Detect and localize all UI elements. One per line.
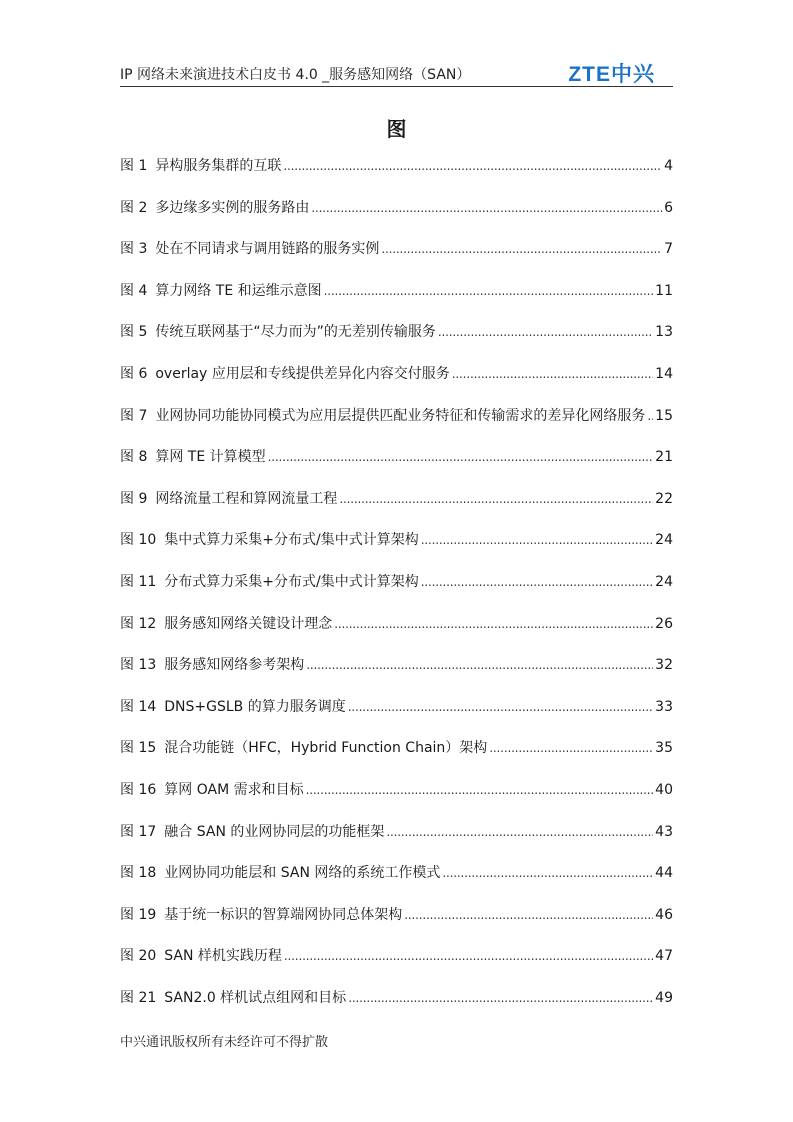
figure-title: 算网 TE 计算模型 bbox=[155, 449, 266, 466]
figure-title: 传统互联网基于“尽力而为”的无差别传输服务 bbox=[155, 324, 436, 341]
dot-leader bbox=[306, 658, 653, 672]
page-number: 46 bbox=[655, 906, 673, 923]
figure-title: 算力网络 TE 和运维示意图 bbox=[155, 282, 322, 299]
toc-entry[interactable] bbox=[120, 862, 673, 904]
dot-leader bbox=[404, 908, 653, 922]
header-title: IP 网络未来演进技术白皮书 4.0 _服务感知网络（SAN） bbox=[120, 67, 471, 83]
toc-entry[interactable] bbox=[120, 613, 673, 655]
figure-list bbox=[120, 155, 673, 1028]
figure-title: DNS+GSLB 的算力服务调度 bbox=[164, 698, 346, 715]
page-number: 13 bbox=[655, 324, 673, 341]
dot-leader bbox=[438, 325, 653, 339]
figure-title: 服务感知网络关键设计理念 bbox=[164, 615, 333, 632]
figure-number: 图 11 bbox=[120, 573, 157, 590]
toc-entry[interactable] bbox=[120, 197, 673, 239]
page-number: 49 bbox=[655, 989, 673, 1006]
figure-number: 图 18 bbox=[120, 865, 157, 882]
dot-leader bbox=[386, 825, 653, 839]
copyright-footer: 中兴通讯版权所有未经许可不得扩散 bbox=[120, 1035, 329, 1050]
dot-leader bbox=[421, 533, 653, 547]
figure-number: 图 15 bbox=[120, 740, 157, 757]
dot-leader bbox=[489, 741, 653, 755]
dot-leader bbox=[306, 783, 654, 797]
toc-entry[interactable] bbox=[120, 696, 673, 738]
toc-entry[interactable] bbox=[120, 446, 673, 488]
dot-leader bbox=[381, 242, 662, 256]
figure-title: 网络流量工程和算网流量工程 bbox=[155, 490, 338, 507]
toc-entry[interactable] bbox=[120, 405, 673, 447]
figure-title: 业网协同功能协同模式为应用层提供匹配业务特征和传输需求的差异化网络服务 bbox=[155, 407, 646, 424]
toc-entry[interactable] bbox=[120, 238, 673, 280]
dot-leader bbox=[452, 367, 653, 381]
figure-title: 处在不同请求与调用链路的服务实例 bbox=[155, 241, 380, 258]
figure-title: 异构服务集群的互联 bbox=[155, 158, 282, 174]
figure-number: 图 4 bbox=[120, 282, 148, 299]
page-number: 4 bbox=[664, 158, 673, 174]
dot-leader bbox=[647, 409, 653, 423]
zte-logo: ZTE中兴 bbox=[568, 63, 655, 86]
page-number: 24 bbox=[655, 532, 673, 549]
figure-number: 图 9 bbox=[120, 490, 148, 507]
toc-entry[interactable] bbox=[120, 904, 673, 946]
figure-title: SAN 样机实践历程 bbox=[164, 948, 282, 965]
dot-leader bbox=[421, 575, 653, 589]
page-number: 35 bbox=[655, 740, 673, 757]
page-number: 44 bbox=[655, 865, 673, 882]
figure-title: 服务感知网络参考架构 bbox=[164, 657, 305, 674]
figure-title: SAN2.0 样机试点组网和目标 bbox=[164, 989, 347, 1006]
figure-number: 图 8 bbox=[120, 449, 148, 466]
dot-leader bbox=[311, 201, 662, 215]
figure-title: 多边缘多实例的服务路由 bbox=[155, 199, 310, 216]
figure-number: 图 14 bbox=[120, 698, 157, 715]
toc-entry[interactable] bbox=[120, 945, 673, 987]
toc-entry[interactable] bbox=[120, 321, 673, 363]
toc-entry[interactable] bbox=[120, 779, 673, 821]
dot-leader bbox=[284, 949, 653, 963]
figure-title: 融合 SAN 的业网协同层的功能框架 bbox=[164, 823, 385, 840]
figure-title: 基于统一标识的智算端网协同总体架构 bbox=[164, 906, 403, 923]
page-number: 6 bbox=[664, 199, 673, 216]
figure-number: 图 5 bbox=[120, 324, 148, 341]
figure-number: 图 3 bbox=[120, 241, 148, 258]
figure-number: 图 12 bbox=[120, 615, 157, 632]
toc-entry[interactable] bbox=[120, 654, 673, 696]
figure-number: 图 17 bbox=[120, 823, 157, 840]
page-number: 14 bbox=[655, 365, 673, 382]
figure-number: 图 20 bbox=[120, 948, 157, 965]
toc-entry[interactable] bbox=[120, 280, 673, 322]
figure-title: 业网协同功能层和 SAN 网络的系统工作模式 bbox=[164, 865, 441, 882]
figure-number: 图 2 bbox=[120, 199, 148, 216]
page-number: 47 bbox=[655, 948, 673, 965]
dot-leader bbox=[442, 866, 653, 880]
toc-entry[interactable] bbox=[120, 737, 673, 779]
figure-number: 图 13 bbox=[120, 657, 157, 674]
figure-number: 图 10 bbox=[120, 532, 157, 549]
page-number: 33 bbox=[655, 698, 673, 715]
dot-leader bbox=[339, 492, 653, 506]
figure-number: 图 6 bbox=[120, 365, 148, 382]
page-number: 15 bbox=[655, 407, 673, 424]
figure-title: 混合功能链（HFC，Hybrid Function Chain）架构 bbox=[164, 740, 488, 757]
figure-title: overlay 应用层和专线提供差异化内容交付服务 bbox=[155, 365, 450, 382]
figure-title: 分布式算力采集+分布式/集中式计算架构 bbox=[164, 573, 419, 590]
page-number: 21 bbox=[655, 449, 673, 466]
page-header bbox=[120, 60, 673, 87]
page-number: 26 bbox=[655, 615, 673, 632]
page-number: 40 bbox=[655, 781, 673, 798]
figure-number: 图 19 bbox=[120, 906, 157, 923]
figure-number: 图 21 bbox=[120, 989, 157, 1006]
page-number: 11 bbox=[655, 282, 673, 299]
dot-leader bbox=[268, 450, 654, 464]
dot-leader bbox=[334, 617, 653, 631]
toc-entry[interactable] bbox=[120, 821, 673, 863]
page-number: 22 bbox=[655, 490, 673, 507]
figure-title: 集中式算力采集+分布式/集中式计算架构 bbox=[164, 532, 419, 549]
page-number: 43 bbox=[655, 823, 673, 840]
toc-entry[interactable] bbox=[120, 571, 673, 613]
toc-entry[interactable] bbox=[120, 155, 673, 197]
page-number: 7 bbox=[664, 241, 673, 258]
figure-number: 图 1 bbox=[120, 158, 148, 174]
figure-title: 算网 OAM 需求和目标 bbox=[164, 781, 304, 798]
dot-leader bbox=[283, 159, 662, 173]
dot-leader bbox=[348, 700, 653, 714]
toc-entry[interactable] bbox=[120, 987, 673, 1029]
page-number: 32 bbox=[655, 657, 673, 674]
dot-leader bbox=[348, 991, 653, 1005]
page-heading: 图 bbox=[386, 117, 407, 141]
toc-entry[interactable] bbox=[120, 529, 673, 571]
figure-number: 图 16 bbox=[120, 781, 157, 798]
figure-number: 图 7 bbox=[120, 407, 148, 424]
page-number: 24 bbox=[655, 573, 673, 590]
toc-entry[interactable] bbox=[120, 363, 673, 405]
dot-leader bbox=[324, 284, 654, 298]
toc-entry[interactable] bbox=[120, 488, 673, 530]
